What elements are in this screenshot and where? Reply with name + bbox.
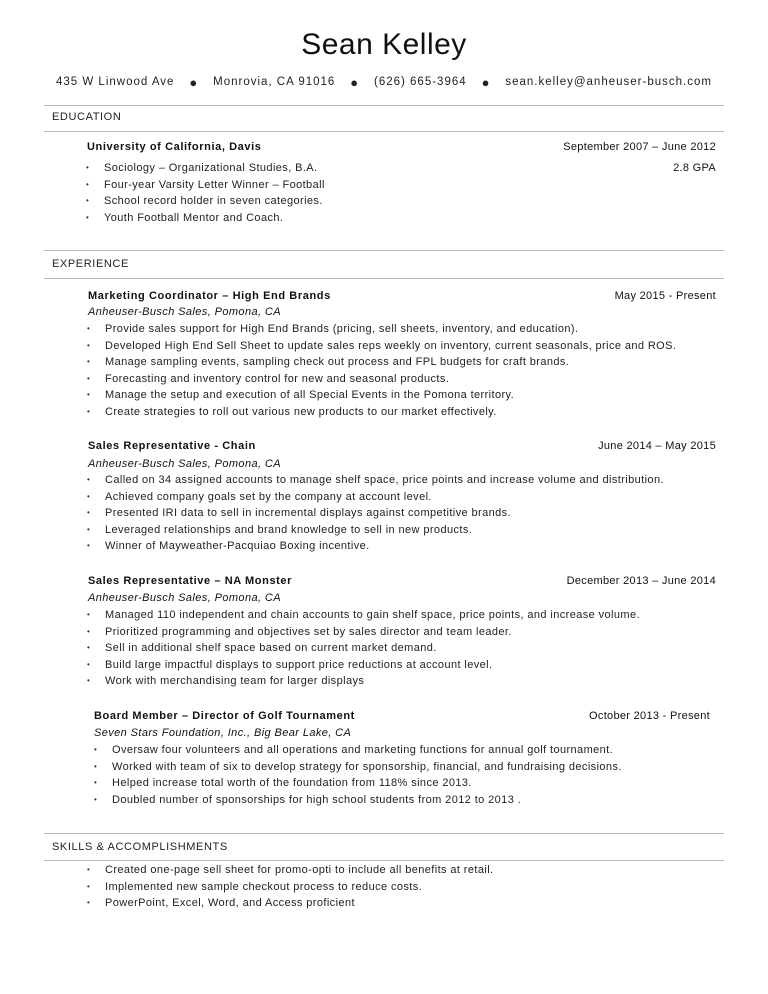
job-dates: May 2015 - Present (614, 290, 716, 302)
list-item: • Managed 110 independent and chain accounts to gain shelf space, price points, and increase volume. (87, 607, 640, 624)
gpa: 2.8 GPA (673, 162, 716, 174)
education-bullets (86, 160, 325, 226)
education-dates: September 2007 – June 2012 (563, 141, 716, 153)
job-bullets (87, 472, 664, 555)
job-title: Sales Representative – NA Monster (88, 575, 293, 587)
skills-heading: SKILLS & ACCOMPLISHMENTS (52, 841, 228, 853)
job-bullets (87, 321, 676, 420)
job-company: Seven Stars Foundation, Inc., Big Bear Lake, CA (94, 727, 352, 739)
job-bullets (87, 607, 640, 690)
school-name: University of California, Davis (87, 141, 262, 153)
list-item: • Sell in additional shelf space based on current market demand. (87, 640, 640, 657)
job-title: Marketing Coordinator – High End Brands (88, 290, 331, 302)
experience-heading: EXPERIENCE (52, 258, 129, 270)
job-company: Anheuser-Busch Sales, Pomona, CA (88, 306, 281, 318)
list-item: • Achieved company goals set by the company at account level. (87, 489, 664, 506)
list-item: • Manage sampling events, sampling check out process and FPL budgets for craft brands. (87, 354, 676, 371)
divider (44, 833, 724, 834)
email: sean.kelley@anheuser-busch.com (505, 76, 712, 88)
list-item: • PowerPoint, Excel, Word, and Access proficient (87, 895, 494, 912)
list-item: • Sociology – Organizational Studies, B.A. (86, 160, 325, 177)
skills-bullets (87, 862, 494, 912)
job-bullets (94, 742, 622, 808)
list-item: • Called on 34 assigned accounts to manage shelf space, price points and increase volume and distribution. (87, 472, 664, 489)
divider (44, 250, 724, 251)
job-company: Anheuser-Busch Sales, Pomona, CA (88, 458, 281, 470)
list-item: • Worked with team of six to develop strategy for sponsorship, financial, and fundraising decisions. (94, 759, 622, 776)
divider (44, 860, 724, 861)
list-item: • Work with merchandising team for larger displays (87, 673, 640, 690)
divider (44, 131, 724, 132)
list-item: • Oversaw four volunteers and all operations and marketing functions for annual golf tournament. (94, 742, 622, 759)
list-item: • Created one-page sell sheet for promo-opti to include all benefits at retail. (87, 862, 494, 879)
list-item: • Leveraged relationships and brand knowledge to sell in new products. (87, 522, 664, 539)
job-dates: June 2014 – May 2015 (598, 440, 716, 452)
bullet-separator-icon: ● (481, 74, 491, 90)
list-item: • School record holder in seven categories. (86, 193, 325, 210)
city: Monrovia, CA 91016 (213, 76, 336, 88)
list-item: • Winner of Mayweather-Pacquiao Boxing incentive. (87, 538, 664, 555)
list-item: • Forecasting and inventory control for new and seasonal products. (87, 371, 676, 388)
address: 435 W Linwood Ave (56, 76, 175, 88)
candidate-name: Sean Kelley (301, 28, 467, 61)
list-item: • Implemented new sample checkout process to reduce costs. (87, 879, 494, 896)
education-heading: EDUCATION (52, 111, 122, 123)
list-item: • Doubled number of sponsorships for high school students from 2012 to 2013 . (94, 792, 622, 809)
list-item: • Build large impactful displays to support price reductions at account level. (87, 657, 640, 674)
job-company: Anheuser-Busch Sales, Pomona, CA (88, 592, 281, 604)
job-title: Sales Representative - Chain (88, 440, 256, 452)
bullet-separator-icon: ● (189, 74, 199, 90)
job-dates: December 2013 – June 2014 (566, 575, 716, 587)
list-item: • Helped increase total worth of the foundation from 118% since 2013. (94, 775, 622, 792)
divider (44, 105, 724, 106)
job-title: Board Member – Director of Golf Tournament (94, 710, 355, 722)
phone: (626) 665-3964 (374, 76, 467, 88)
list-item: • Youth Football Mentor and Coach. (86, 210, 325, 227)
list-item: • Prioritized programming and objectives set by sales director and team leader. (87, 624, 640, 641)
list-item: • Four-year Varsity Letter Winner – Football (86, 177, 325, 194)
list-item: • Provide sales support for High End Brands (pricing, sell sheets, inventory, and education). (87, 321, 676, 338)
contact-line (56, 74, 712, 90)
job-dates: October 2013 - Present (589, 710, 710, 722)
bullet-separator-icon: ● (350, 74, 360, 90)
list-item: • Manage the setup and execution of all Special Events in the Pomona territory. (87, 387, 676, 404)
list-item: • Create strategies to roll out various new products to our market effectively. (87, 404, 676, 421)
list-item: • Presented IRI data to sell in incremental displays against competitive brands. (87, 505, 664, 522)
list-item: • Developed High End Sell Sheet to update sales reps weekly on inventory, current seasonals, price and ROS. (87, 338, 676, 355)
divider (44, 278, 724, 279)
